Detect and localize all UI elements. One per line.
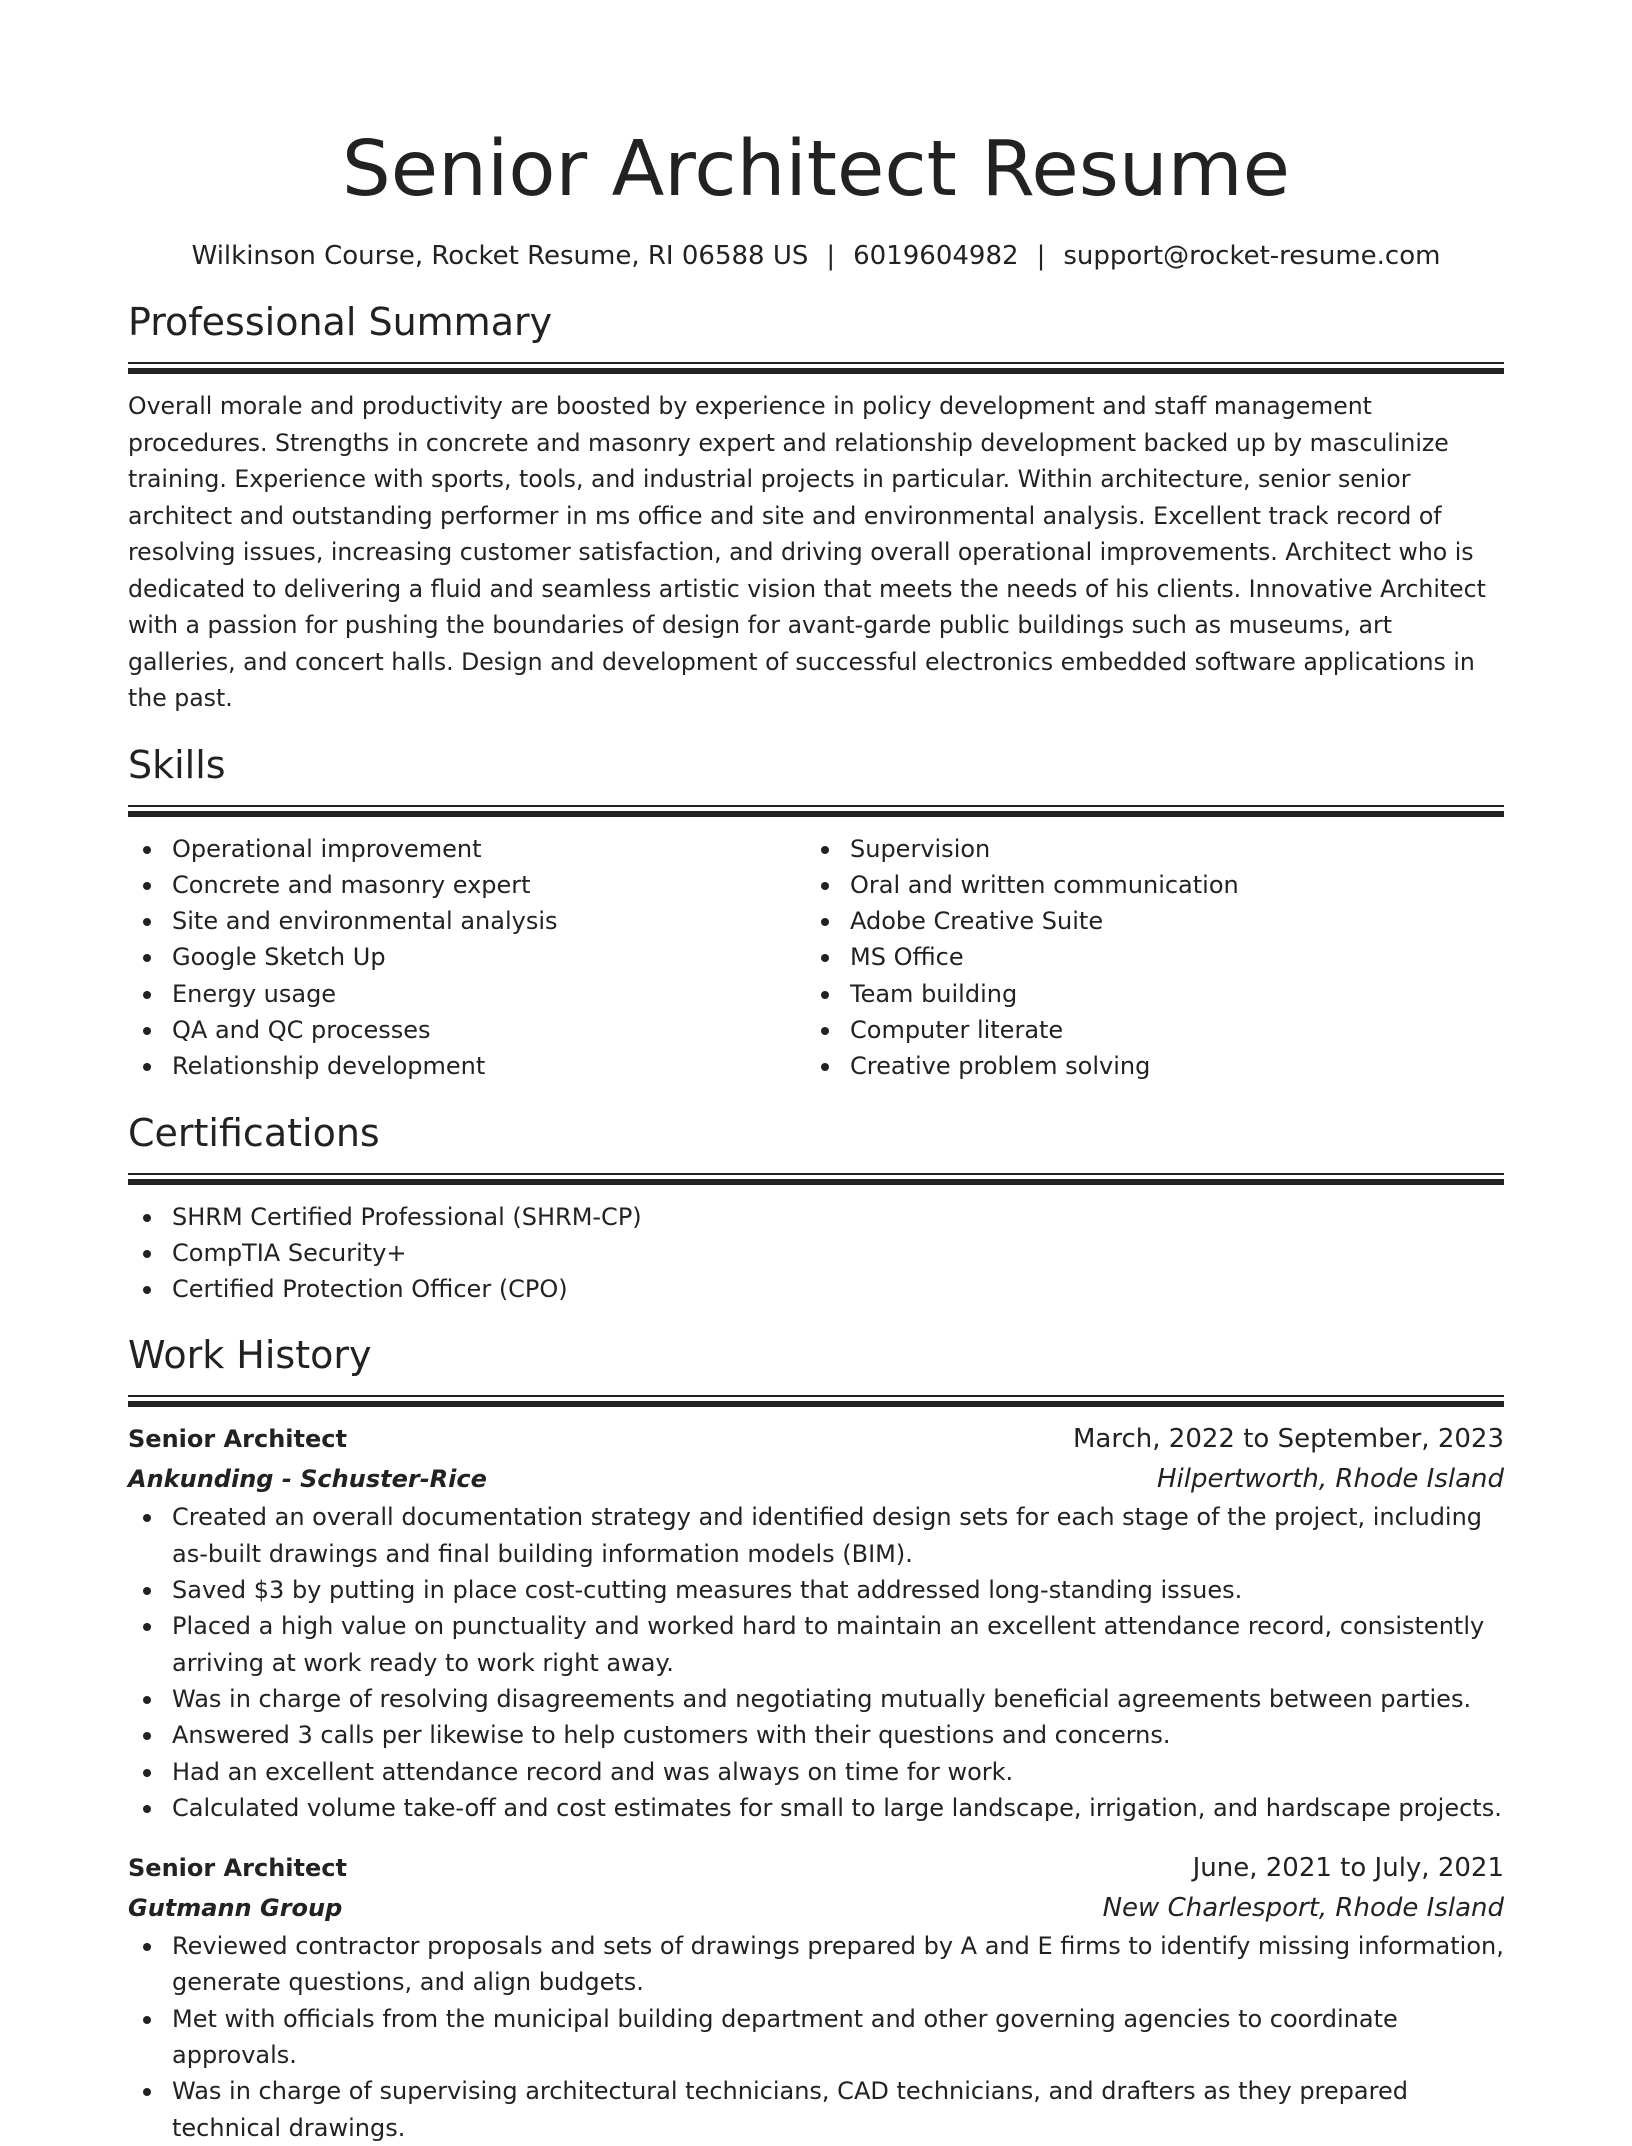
job-bullet: Reviewed contractor proposals and sets of drawings prepared by A and E firms to identify missing information, generate questions, and align budgets. [128,1928,1504,2001]
job-header-row [128,1419,1504,1459]
section-divider [128,1173,1504,1185]
section-divider [128,1395,1504,1407]
job-header-row [128,1848,1504,1888]
job-bullet: Was in charge of resolving disagreements and negotiating mutually beneficial agreements between parties. [128,1681,1504,1717]
resume-page [128,118,1504,2146]
contact-separator: | [1036,241,1046,271]
skill-item: Creative problem solving [806,1048,1484,1084]
work-history-section [128,1329,1504,2145]
job-bullet: Saved $3 by putting in place cost-cutting measures that addressed long-standing issues. [128,1572,1504,1608]
skill-item: Computer literate [806,1012,1484,1048]
job-bullet: Had an excellent attendance record and was always on time for work. [128,1754,1504,1790]
job-bullet: Created an overall documentation strategy and identified design sets for each stage of the project, including as-built drawings and final building information models (BIM). [128,1499,1504,1572]
job-location: Hilpertworth, Rhode Island [1156,1464,1504,1495]
certifications-section [128,1107,1504,1308]
skill-item: Oral and written communication [806,867,1484,903]
skill-item: Concrete and masonry expert [128,867,806,903]
resume-title: Senior Architect Resume [341,125,1291,214]
job-bullet: Placed a high value on punctuality and worked hard to maintain an excellent attendance record, consistently arriving at work ready to work right away. [128,1608,1504,1681]
job-dates: June, 2021 to July, 2021 [1192,1853,1504,1884]
section-heading-skills: Skills [128,742,226,787]
skill-item: Energy usage [128,976,806,1012]
section-heading-work-history: Work History [128,1333,372,1378]
skill-item: Supervision [806,831,1484,867]
job-bullet: Calculated volume take-off and cost estimates for small to large landscape, irrigation, and hardscape projects. [128,1790,1504,1826]
job-entry [128,1848,1504,2146]
skill-item: Google Sketch Up [128,939,806,975]
skills-grid [128,831,1504,1085]
job-bullet-list [128,1928,1504,2146]
summary-text: Overall morale and productivity are boosted by experience in policy development and staff management procedures. Strengths in concrete and masonry expert and relationship development backed up by masculinize training. Experience with sports, tools, and industrial projects in particular. Within architecture, senior senior architect and outstanding performer in ms office and site and environmental analysis. Excellent track record of resolving issues, increasing customer satisfaction, and driving overall operational improvements. Architect who is dedicated to delivering a fluid and seamless artistic vision that meets the needs of his clients. Innovative Architect with a passion for pushing the boundaries of design for avant-garde public buildings such as museums, art galleries, and concert halls. Design and development of successful electronics embedded software applications in the past. [128,392,1486,712]
contact-separator: | [826,241,836,271]
job-bullet-list [128,1499,1504,1826]
job-bullet: Answered 3 calls per likewise to help customers with their questions and concerns. [128,1717,1504,1753]
job-subheader-row [128,1888,1504,1928]
skill-item: Team building [806,976,1484,1012]
skill-item: MS Office [806,939,1484,975]
skill-item: Site and environmental analysis [128,903,806,939]
job-entry [128,1419,1504,1826]
job-bullet: Was in charge of supervising architectural technicians, CAD technicians, and drafters as they prepared technical drawings. [128,2073,1504,2146]
skill-item: Adobe Creative Suite [806,903,1484,939]
job-dates: March, 2022 to September, 2023 [1073,1424,1504,1455]
certification-item: SHRM Certified Professional (SHRM-CP) [128,1199,1504,1235]
contact-email[interactable]: support@rocket-resume.com [1063,241,1441,271]
certification-item: CompTIA Security+ [128,1235,1504,1271]
job-subheader-row [128,1459,1504,1499]
skill-item: QA and QC processes [128,1012,806,1048]
section-heading-summary: Professional Summary [128,300,553,344]
summary-section [128,296,1504,717]
contact-line [128,238,1504,274]
job-location: New Charlesport, Rhode Island [1102,1893,1504,1924]
contact-address: Wilkinson Course, Rocket Resume, RI 06588 US [191,241,809,271]
section-divider [128,805,1504,817]
job-title: Senior Architect [128,1854,347,1883]
job-company: Gutmann Group [128,1894,343,1923]
certifications-list [128,1199,1504,1308]
job-title: Senior Architect [128,1425,347,1454]
skills-list-left [128,831,806,1085]
job-bullet: Met with officials from the municipal building department and other governing agencies to coordinate approvals. [128,2001,1504,2074]
skills-list-right [806,831,1484,1085]
skill-item: Operational improvement [128,831,806,867]
section-divider [128,362,1504,374]
contact-phone: 6019604982 [853,241,1019,271]
certification-item: Certified Protection Officer (CPO) [128,1271,1504,1307]
skills-section [128,739,1504,1085]
section-heading-certifications: Certifications [128,1110,380,1155]
skill-item: Relationship development [128,1048,806,1084]
job-company: Ankunding - Schuster-Rice [128,1465,487,1494]
